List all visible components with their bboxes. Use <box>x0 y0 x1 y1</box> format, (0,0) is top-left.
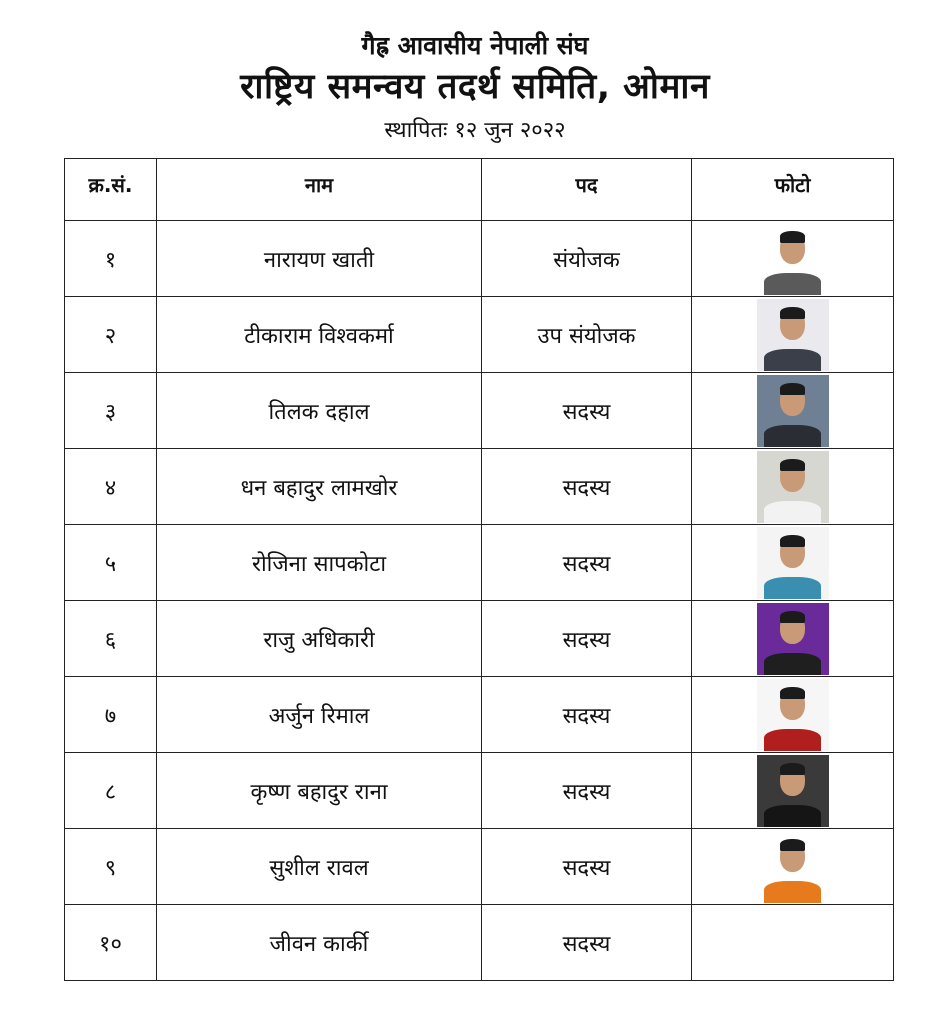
serial-number: ५ <box>65 525 157 601</box>
member-name: राजु अधिकारी <box>157 601 482 677</box>
table-row <box>65 373 894 449</box>
serial-number: ३ <box>65 373 157 449</box>
photo-cell <box>692 753 894 829</box>
established-date: स्थापितः १२ जुन २०२२ <box>384 118 566 143</box>
photo-cell <box>692 677 894 753</box>
serial-number: १० <box>65 905 157 981</box>
committee-title: राष्ट्रिय समन्वय तदर्थ समिति, ओमान <box>240 67 710 107</box>
table-row <box>65 525 894 601</box>
table-row <box>65 829 894 905</box>
photo-cell <box>692 601 894 677</box>
member-photo <box>757 603 829 675</box>
member-post: सदस्य <box>482 449 692 525</box>
header-post: पद <box>482 159 692 221</box>
table-row <box>65 601 894 677</box>
member-post: सदस्य <box>482 373 692 449</box>
serial-number: २ <box>65 297 157 373</box>
serial-number: ९ <box>65 829 157 905</box>
member-post: सदस्य <box>482 905 692 981</box>
member-name: तिलक दहाल <box>157 373 482 449</box>
table-row <box>65 221 894 297</box>
photo-cell <box>692 905 894 981</box>
member-name: टीकाराम विश्वकर्मा <box>157 297 482 373</box>
member-name: अर्जुन रिमाल <box>157 677 482 753</box>
table-row <box>65 905 894 981</box>
table-row <box>65 677 894 753</box>
member-photo <box>757 755 829 827</box>
table-row <box>65 449 894 525</box>
member-post: सदस्य <box>482 753 692 829</box>
member-name: कृष्ण बहादुर राना <box>157 753 482 829</box>
member-name: धन बहादुर लामखोर <box>157 449 482 525</box>
member-name: सुशील रावल <box>157 829 482 905</box>
member-post: सदस्य <box>482 601 692 677</box>
header-photo: फोटो <box>692 159 894 221</box>
photo-cell <box>692 373 894 449</box>
header-name: नाम <box>157 159 482 221</box>
photo-cell <box>692 525 894 601</box>
member-photo <box>757 451 829 523</box>
table-header-row <box>65 159 894 221</box>
member-photo <box>757 527 829 599</box>
member-name: रोजिना सापकोटा <box>157 525 482 601</box>
serial-number: ६ <box>65 601 157 677</box>
member-post: सदस्य <box>482 829 692 905</box>
header-serial: क्र.सं. <box>65 159 157 221</box>
organization-name: गैह्र आवासीय नेपाली संघ <box>361 31 589 60</box>
member-photo <box>757 831 829 903</box>
member-post: सदस्य <box>482 677 692 753</box>
photo-cell <box>692 829 894 905</box>
photo-cell <box>692 221 894 297</box>
member-photo <box>757 299 829 371</box>
member-photo <box>757 375 829 447</box>
photo-cell <box>692 449 894 525</box>
table-row <box>65 297 894 373</box>
member-photo <box>757 223 829 295</box>
member-name: जीवन कार्की <box>157 905 482 981</box>
serial-number: ७ <box>65 677 157 753</box>
member-post: संयोजक <box>482 221 692 297</box>
members-table <box>64 158 894 981</box>
member-post: उप संयोजक <box>482 297 692 373</box>
member-post: सदस्य <box>482 525 692 601</box>
serial-number: ४ <box>65 449 157 525</box>
serial-number: १ <box>65 221 157 297</box>
photo-cell <box>692 297 894 373</box>
member-name: नारायण खाती <box>157 221 482 297</box>
table-row <box>65 753 894 829</box>
member-photo <box>757 679 829 751</box>
serial-number: ८ <box>65 753 157 829</box>
